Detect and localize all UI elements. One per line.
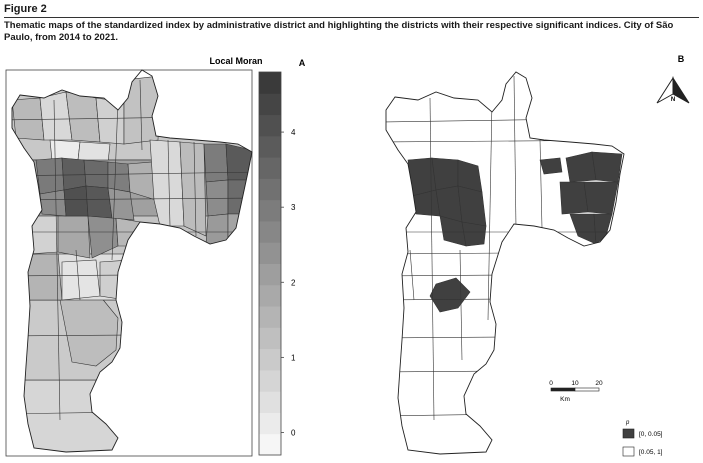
district-region (62, 158, 86, 190)
district-significant (408, 158, 436, 196)
figure-caption: Thematic maps of the standardized index by administrative district and highlighting the districts with their respective significant indices. City of São Paulo, from 2014 to 2021. (4, 20, 674, 43)
panel-a-letter: A (298, 58, 306, 68)
panel-b-letter: B (677, 54, 685, 64)
colorbar-tick-label: 1 (291, 353, 296, 363)
district-region (40, 190, 66, 216)
colorbar-tick-label: 4 (291, 128, 296, 138)
colorbar-step (259, 242, 281, 264)
district-region (108, 188, 134, 220)
district-region (206, 214, 228, 244)
colorbar-step (259, 391, 281, 413)
scale-bar (549, 380, 603, 403)
scale-tick-label: 10 (571, 380, 579, 387)
colorbar-tick-label: 3 (291, 203, 296, 213)
district-region (96, 98, 124, 144)
district-region (64, 186, 88, 216)
colorbar-step (259, 285, 281, 307)
colorbar-ticks (281, 128, 296, 437)
legend-swatch-significant (623, 429, 634, 438)
district-significant (560, 182, 588, 214)
district-significant (592, 152, 622, 182)
colorbar-step (259, 264, 281, 286)
colorbar-step (259, 370, 281, 392)
panel-a-title: Local Moran (209, 56, 263, 66)
colorbar-step (259, 327, 281, 349)
colorbar-step (259, 200, 281, 222)
district-significant (432, 158, 458, 190)
district-region (66, 92, 100, 142)
district-significant (462, 222, 486, 246)
district-region (50, 140, 80, 160)
legend-label-significant: [0, 0.05] (639, 431, 663, 438)
colorbar-step (259, 93, 281, 115)
district-significant (540, 158, 562, 174)
district-significant (584, 182, 618, 214)
district-region (0, 300, 260, 380)
colorbar-step (259, 306, 281, 328)
scale-tick-label: 20 (595, 380, 603, 387)
scale-tick-label: 0 (549, 380, 553, 387)
significance-legend (623, 420, 663, 456)
panel-b-significance-map (380, 70, 640, 460)
district-region (58, 214, 90, 258)
scale-bar-segment-dark (551, 388, 575, 391)
colorbar-step (259, 72, 281, 94)
colorbar-step (259, 115, 281, 137)
colorbar-tick-label: 2 (291, 278, 296, 288)
colorbar-step (259, 434, 281, 456)
colorbar-step (259, 136, 281, 158)
district-region (12, 98, 44, 140)
district-region (36, 158, 64, 194)
district-region (100, 260, 130, 300)
panel-a-choropleth-map (0, 70, 260, 460)
figure-label: Figure 2 (4, 3, 47, 15)
colorbar-step (259, 221, 281, 243)
panel-a (0, 56, 306, 460)
district-region (108, 162, 130, 192)
scale-bar-segment-light (575, 388, 599, 391)
panel-b (380, 54, 689, 460)
colorbar-step (259, 157, 281, 179)
district-region (380, 70, 640, 460)
north-arrow-label: N (670, 97, 676, 103)
colorbar-step (259, 349, 281, 371)
district-region (204, 144, 228, 182)
district-region (84, 160, 108, 188)
panel-a-colorbar (259, 72, 296, 456)
legend-title: p (626, 420, 630, 426)
colorbar-steps (259, 72, 281, 456)
district-region (62, 260, 100, 300)
district-region (0, 380, 260, 460)
scale-unit-label: Km (560, 396, 570, 403)
legend-swatch-not-significant (623, 447, 634, 456)
colorbar-tick-label: 0 (291, 428, 296, 438)
district-region (180, 142, 206, 236)
north-arrow-icon (657, 78, 689, 103)
district-region (78, 142, 110, 162)
legend-label-not-significant: [0.05, 1] (639, 449, 663, 456)
colorbar-step (259, 178, 281, 200)
colorbar-step (259, 412, 281, 434)
district-significant (458, 186, 486, 226)
